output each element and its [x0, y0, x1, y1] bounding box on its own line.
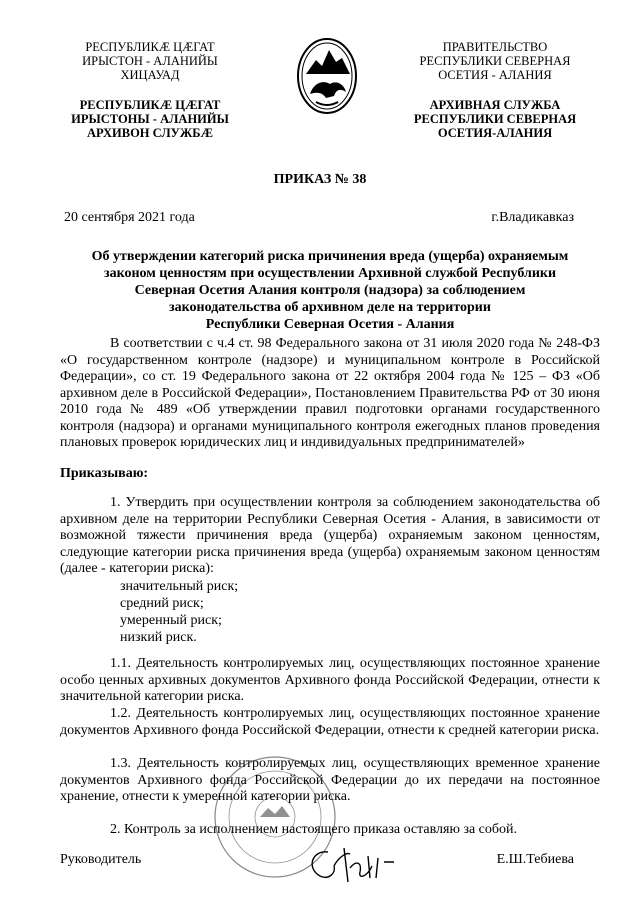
handwritten-signature-icon [298, 838, 398, 890]
header-line: РЕСПУБЛИКӔ ЦӔГАТ [85, 40, 215, 54]
list-item: низкий риск. [120, 630, 197, 645]
header-line: РЕСПУБЛИКИ СЕВЕРНАЯ [413, 112, 577, 126]
subject-line: законодательства об архивном деле на территории [169, 300, 491, 315]
point-2-paragraph: 2. Контроль за исполнением настоящего приказа оставляю за собой. [110, 822, 518, 837]
signature-name: Е.Ш.Тебиева [496, 852, 574, 867]
order-city: г.Владикавказ [491, 210, 574, 225]
order-title: ПРИКАЗ № 38 [273, 172, 367, 187]
header-right-top [395, 40, 595, 82]
subject-line: Северная Осетия Алания контроля (надзора) за соблюдением [134, 283, 526, 298]
point-1-2-paragraph: 1.2. Деятельность контролируемых лиц, осуществляющих постоянное хранение документов Архивного фонда Российской Федерации, отнести к средней категории риска. [60, 706, 600, 738]
header-line: ИРЫСТОНЫ - АЛАНИЙЫ [71, 112, 229, 126]
order-date: 20 сентября 2021 года [64, 210, 195, 225]
header-left-top [50, 40, 250, 82]
coat-of-arms-emblem-icon [296, 36, 358, 116]
point-1-paragraph: 1. Утвердить при осуществлении контроля за соблюдением законодательства об архивном деле на территории Республики Северная Осетия - Алания, в зависимости от возможной тяжести причинения вреда (ущерба) охраняемым законом ценностям, следующие категории риска причинения вреда (ущерба) охраняемым законом ценностям (далее - категории риска): [60, 495, 600, 576]
point-1-1-paragraph: 1.1. Деятельность контролируемых лиц, осуществляющих постоянное хранение особо ценных архивных документов Архивного фонда Российской Федерации, отнести к значительной категории риска. [60, 656, 600, 704]
header-line: АРХИВНАЯ СЛУЖБА [429, 98, 561, 112]
header-line: АРХИВОН СЛУЖБӔ [87, 126, 213, 140]
header-line: ОСЕТИЯ-АЛАНИЯ [437, 126, 553, 140]
header-left-bottom [50, 98, 250, 140]
point-1-3-paragraph: 1.3. Деятельность контролируемых лиц, осуществляющих временное хранение документов Архивного фонда Российской Федерации до их передачи на постоянное хранение, отнести к умеренной категории риска. [60, 756, 600, 804]
list-item: значительный риск; [120, 579, 239, 594]
header-line: ПРАВИТЕЛЬСТВО [442, 40, 548, 54]
subject-line: законом ценностям при осуществлении Архивной службой Республики [103, 266, 557, 281]
header-right-bottom [395, 98, 595, 140]
preamble-paragraph: В соответствии с ч.4 ст. 98 Федерального закона от 31 июля 2020 года № 248-ФЗ «О государственном контроле (надзоре) и муниципальном контроле в Российской Федерации», со ст. 19 Федерального закона от 22 октября 2004 года № 125 – ФЗ «Об архивном деле в Российской Федерации», Постановлением Правительства РФ от 30 июня 2010 года № 489 «Об утверждении правил подготовки органами государственного контроля (надзора) и органами муниципального контроля ежегодных планов проведения плановых проверок юридических лиц и индивидуальных предпринимателей» [60, 336, 600, 450]
list-item: умеренный риск; [120, 613, 222, 628]
header-line: ИРЫСТОН - АЛАНИЙЫ [82, 54, 218, 68]
header-line: РЕСПУБЛИКӔ ЦӔГАТ [79, 98, 221, 112]
signature-position: Руководитель [60, 852, 142, 867]
subject-line: Об утверждении категорий риска причинения вреда (ущерба) охраняемым [91, 249, 569, 264]
header-line: ХИЦАУАД [120, 68, 180, 82]
header-line: ОСЕТИЯ - АЛАНИЯ [438, 68, 552, 82]
risk-categories-list [120, 578, 238, 646]
subject-line: Республики Северная Осетия - Алания [205, 317, 455, 332]
order-word: Приказываю: [60, 466, 149, 481]
order-subject [60, 248, 600, 333]
list-item: средний риск; [120, 596, 204, 611]
header-line: РЕСПУБЛИКИ СЕВЕРНАЯ [419, 54, 571, 68]
